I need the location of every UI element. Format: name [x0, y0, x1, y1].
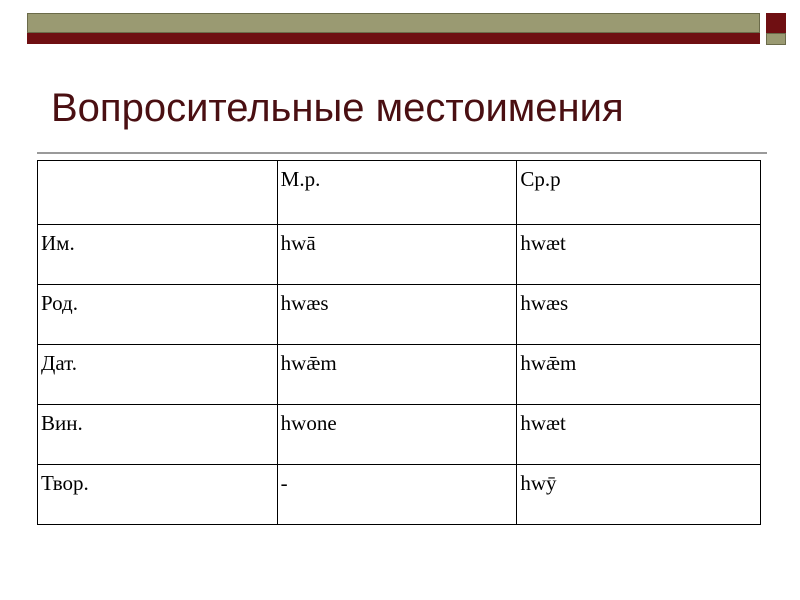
table-row	[38, 465, 761, 525]
table-row	[38, 345, 761, 405]
masculine-form: hwǣm	[277, 345, 517, 405]
neuter-form: hwæt	[517, 405, 761, 465]
case-label: Вин.	[38, 405, 278, 465]
masculine-form: hwæs	[277, 285, 517, 345]
table-row	[38, 405, 761, 465]
header-cell-masculine: М.р.	[277, 161, 517, 225]
table-row	[38, 285, 761, 345]
neuter-form: hwȳ	[517, 465, 761, 525]
case-label: Твор.	[38, 465, 278, 525]
table-header-row	[38, 161, 761, 225]
masculine-form: -	[277, 465, 517, 525]
top-olive-bar	[27, 13, 760, 33]
masculine-form: hwā	[277, 225, 517, 285]
case-label: Род.	[38, 285, 278, 345]
neuter-form: hwæt	[517, 225, 761, 285]
pronoun-table	[37, 160, 761, 525]
neuter-form: hwæs	[517, 285, 761, 345]
case-label: Дат.	[38, 345, 278, 405]
slide-title: Вопросительные местоимения	[51, 86, 624, 130]
header-cell-empty	[38, 161, 278, 225]
header-cell-neuter: Ср.р	[517, 161, 761, 225]
top-red-bar	[27, 33, 760, 44]
neuter-form: hwǣm	[517, 345, 761, 405]
corner-olive-square	[766, 33, 786, 45]
masculine-form: hwone	[277, 405, 517, 465]
corner-red-square	[766, 13, 786, 33]
table-row	[38, 225, 761, 285]
case-label: Им.	[38, 225, 278, 285]
title-underline	[37, 152, 767, 154]
